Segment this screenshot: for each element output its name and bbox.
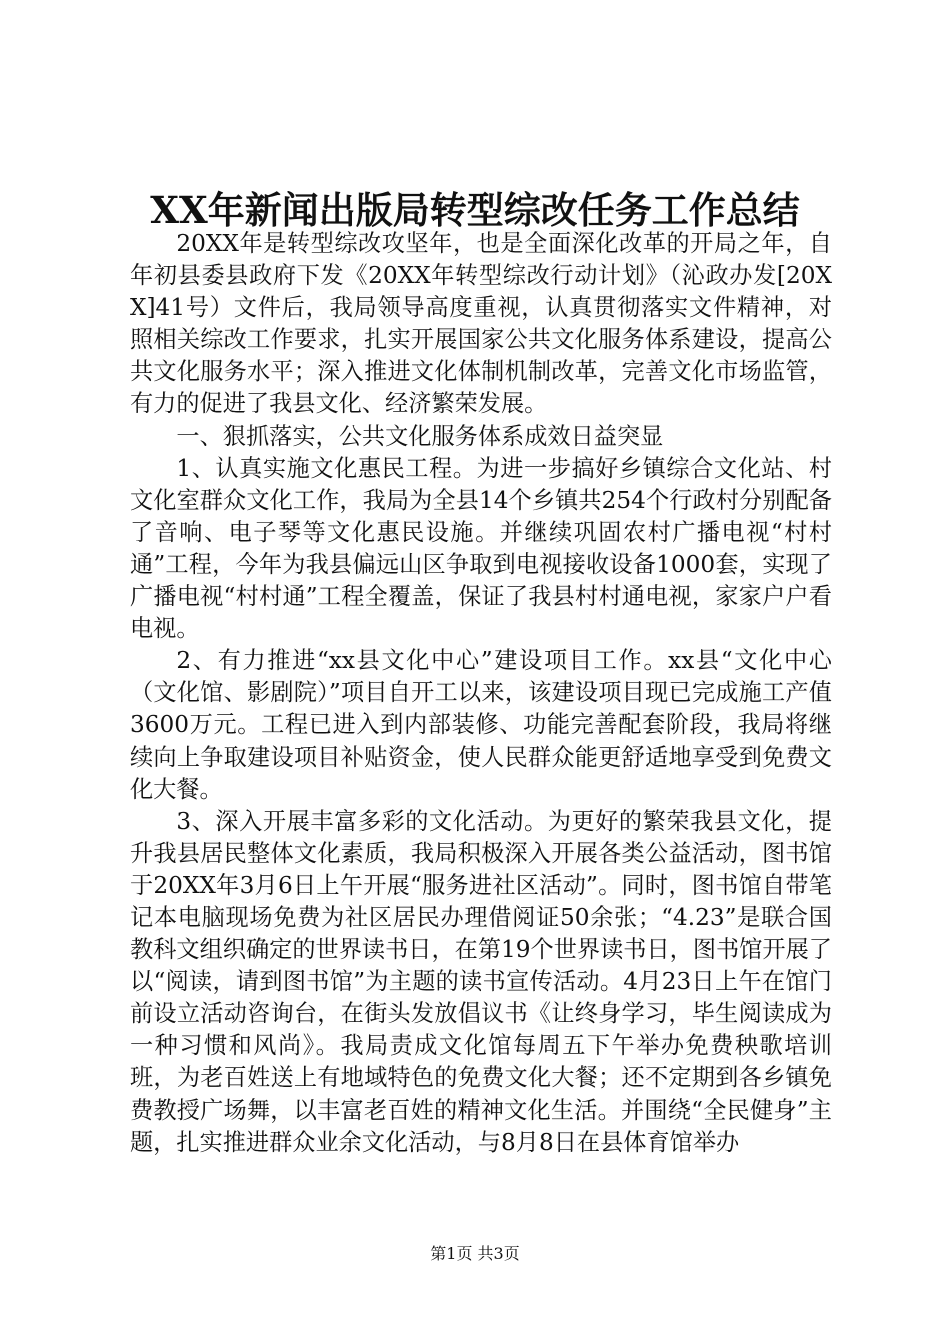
page-footer: 第1页 共3页 xyxy=(430,1244,520,1263)
section-heading-1: 一、狠抓落实，公共文化服务体系成效日益突显 xyxy=(176,422,664,450)
paragraph-item-1: 1、认真实施文化惠民工程。为进一步搞好乡镇综合文化站、村文化室群众文化工作，我局为全县14个乡镇共254个行政村分别配备了音响、电子琴等文化惠民设施。并继续巩固农村广播电视“村村通”工程，今年为我县偏远山区争取到电视接收设备1000套，实现了广播电视“村村通”工程全覆盖，保证了我县村村通电视，家家户户看电视。 xyxy=(130,454,832,643)
document-body xyxy=(130,228,832,1159)
paragraph-intro: 20XX年是转型综改攻坚年，也是全面深化改革的开局之年，自年初县委县政府下发《20XX年转型综改行动计划》（沁政办发[20XX]41号）文件后，我局领导高度重视，认真贯彻落实文件精神，对照相关综改工作要求，扎实开展国家公共文化服务体系建设，提高公共文化服务水平；深入推进文化体制机制改革，完善文化市场监管，有力的促进了我县文化、经济繁荣发展。 xyxy=(130,230,832,418)
paragraph-item-2: 2、有力推进“xx县文化中心”建设项目工作。xx县“文化中心（文化馆、影剧院）”项目自开工以来，该建设项目现已完成施工产值3600万元。工程已进入到内部装修、功能完善配套阶段，我局将继续向上争取建设项目补贴资金，使人民群众能更舒适地享受到免费文化大餐。 xyxy=(130,647,832,803)
page-title: XX年新闻出版局转型综改任务工作总结 xyxy=(150,188,800,232)
paragraph-item-3: 3、深入开展丰富多彩的文化活动。为更好的繁荣我县文化，提升我县居民整体文化素质，我局积极深入开展各类公益活动，图书馆于20XX年3月6日上午开展“服务进社区活动”。同时，图书馆自带笔记本电脑现场免费为社区居民办理借阅证50余张；“4.23”是联合国教科文组织确定的世界读书日，在第19个世界读书日，图书馆开展了以“阅读，请到图书馆”为主题的读书宣传活动。4月23日上午在馆门前设立活动咨询台，在街头发放倡议书《让终身学习，毕生阅读成为一种习惯和风尚》。我局责成文化馆每周五下午举办免费秧歌培训班，为老百姓送上有地域特色的免费文化大餐；还不定期到各乡镇免费教授广场舞，以丰富老百姓的精神文化生活。并围绕“全民健身”主题，扎实推进群众业余文化活动，与8月8日在县体育馆举办 xyxy=(130,807,832,1156)
